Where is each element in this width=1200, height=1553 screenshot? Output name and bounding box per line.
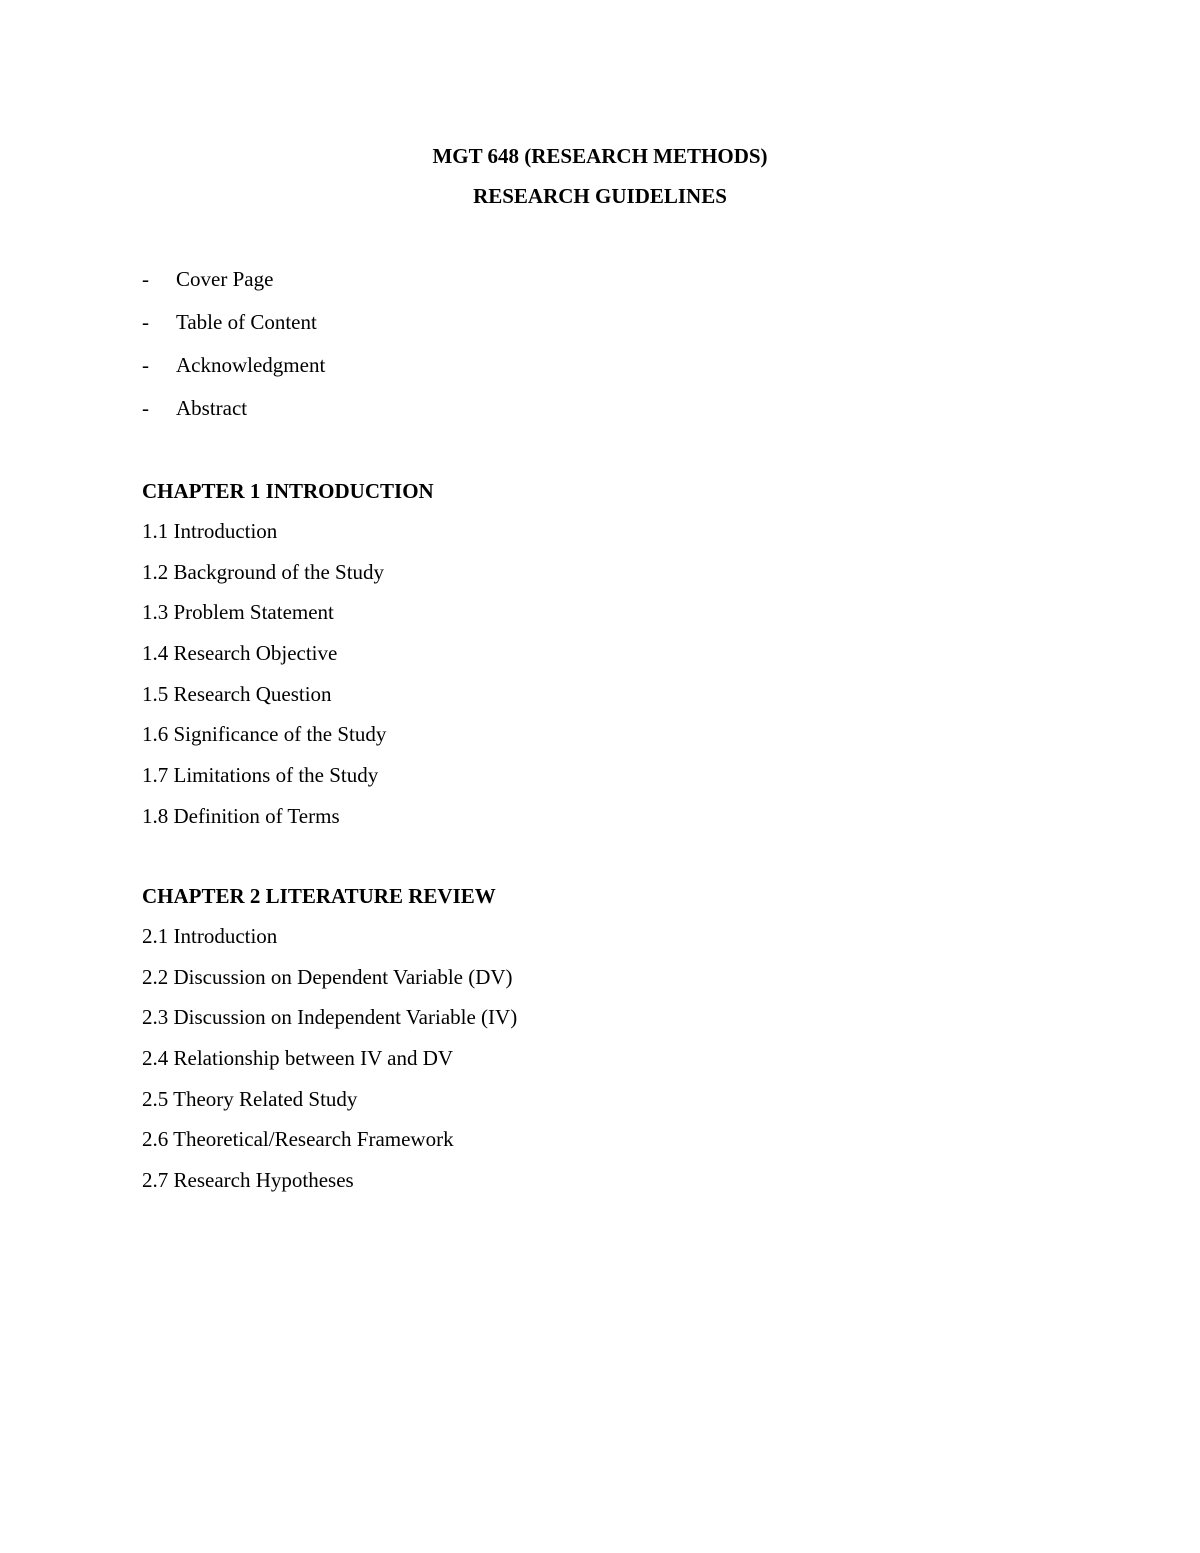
chapter-heading: CHAPTER 1 INTRODUCTION <box>142 479 434 503</box>
list-item: 1.4 Research Objective <box>142 641 338 666</box>
dash-bullet: - <box>142 267 149 291</box>
dash-bullet: - <box>142 353 149 377</box>
chapter-1-section <box>142 477 434 843</box>
list-item: 1.2 Background of the Study <box>142 559 385 584</box>
list-item: 1.7 Limitations of the Study <box>142 763 379 788</box>
list-item: 1.1 Introduction <box>142 519 278 543</box>
list-item: 1.6 Significance of the Study <box>142 722 387 747</box>
list-item <box>142 265 325 308</box>
list-item: 1.3 Problem Statement <box>142 600 334 625</box>
list-item <box>142 308 325 351</box>
document-title: MGT 648 (RESEARCH METHODS) <box>432 144 768 168</box>
list-item: 2.3 Discussion on Independent Variable (IV) <box>142 1005 518 1030</box>
chapter-2-list <box>142 922 517 1207</box>
list-item: 2.4 Relationship between IV and DV <box>142 1046 454 1071</box>
dash-bullet: - <box>142 310 149 334</box>
front-matter-list <box>142 265 325 437</box>
dash-bullet: - <box>142 396 149 420</box>
list-item <box>142 394 325 437</box>
list-item: 2.5 Theory Related Study <box>142 1086 358 1111</box>
list-item-label: Cover Page <box>176 267 274 291</box>
chapter-heading: CHAPTER 2 LITERATURE REVIEW <box>142 884 496 908</box>
list-item <box>142 351 325 394</box>
list-item: 2.7 Research Hypotheses <box>142 1168 354 1193</box>
list-item: 2.1 Introduction <box>142 924 278 948</box>
list-item: 2.2 Discussion on Dependent Variable (DV) <box>142 964 513 989</box>
list-item: 1.5 Research Question <box>142 681 332 706</box>
document-subtitle: RESEARCH GUIDELINES <box>473 184 727 208</box>
list-item: 2.6 Theoretical/Research Framework <box>142 1127 454 1152</box>
chapter-2-section <box>142 882 517 1207</box>
list-item-label: Abstract <box>176 396 248 420</box>
list-item-label: Acknowledgment <box>176 353 326 377</box>
list-item: 1.8 Definition of Terms <box>142 803 340 828</box>
chapter-1-list <box>142 517 434 843</box>
list-item-label: Table of Content <box>176 310 317 334</box>
